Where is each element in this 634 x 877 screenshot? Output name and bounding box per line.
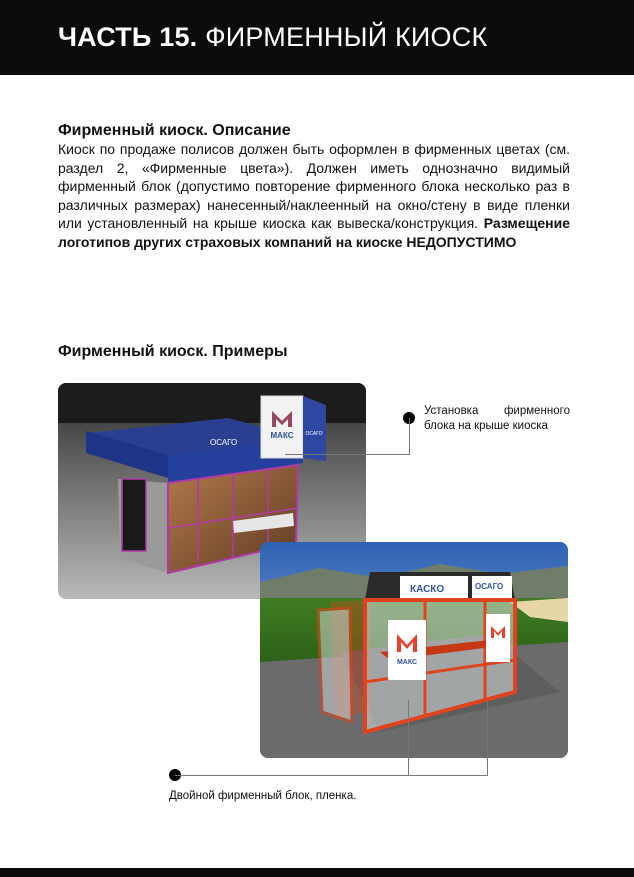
caption-roof-sign: Установка фирменного блока на крыше киоска — [424, 405, 570, 432]
page-title-section: ФИРМЕННЫЙ КИОСК — [205, 22, 488, 52]
page-footer-bar — [0, 868, 634, 877]
kiosk-double-logo-image — [260, 542, 568, 758]
kiosk1-logo-text: МАКС — [270, 431, 294, 440]
page-header — [0, 0, 634, 75]
callout-line-2-vertical-b — [487, 700, 488, 775]
examples-heading: Фирменный киоск. Примеры — [58, 343, 288, 360]
page-title — [58, 22, 487, 53]
kiosk2-sign-right: ОСАГО — [475, 582, 504, 591]
page-title-part: ЧАСТЬ 15. — [58, 22, 198, 52]
description-body: Киоск по продаже полисов должен быть оформлен в фирменных цветах (см. раздел 2, «Фирменные цвета»). Должен иметь однозначно видимый фирменный блок (допустимо повторение фирменного блока несколько раз в различных размерах) нанесенный/наклеенный на окно/стену в виде пленки или установленный на крыше киоска как вывеска/конструкция. — [58, 141, 570, 232]
kiosk1-sign-left: ОСАГО — [210, 438, 238, 447]
description-warning: Размещение логотипов других страховых компаний на киоске НЕДОПУСТИМО — [58, 215, 571, 250]
caption-double-logo: Двойной фирменный блок, пленка. — [169, 790, 357, 802]
callout-line-1-vertical — [409, 418, 410, 454]
description-text — [58, 140, 570, 252]
kiosk2-sign-left: КАСКО — [410, 584, 445, 595]
description-heading: Фирменный киоск. Описание — [58, 122, 291, 139]
kiosk1-sign-right: ОСАГО — [305, 431, 323, 437]
callout-line-1-horizontal — [285, 454, 410, 455]
kiosk2-logo-text: МАКС — [396, 659, 418, 666]
callout-line-2-horizontal — [175, 775, 488, 776]
callout-line-2-vertical-a — [408, 700, 409, 775]
